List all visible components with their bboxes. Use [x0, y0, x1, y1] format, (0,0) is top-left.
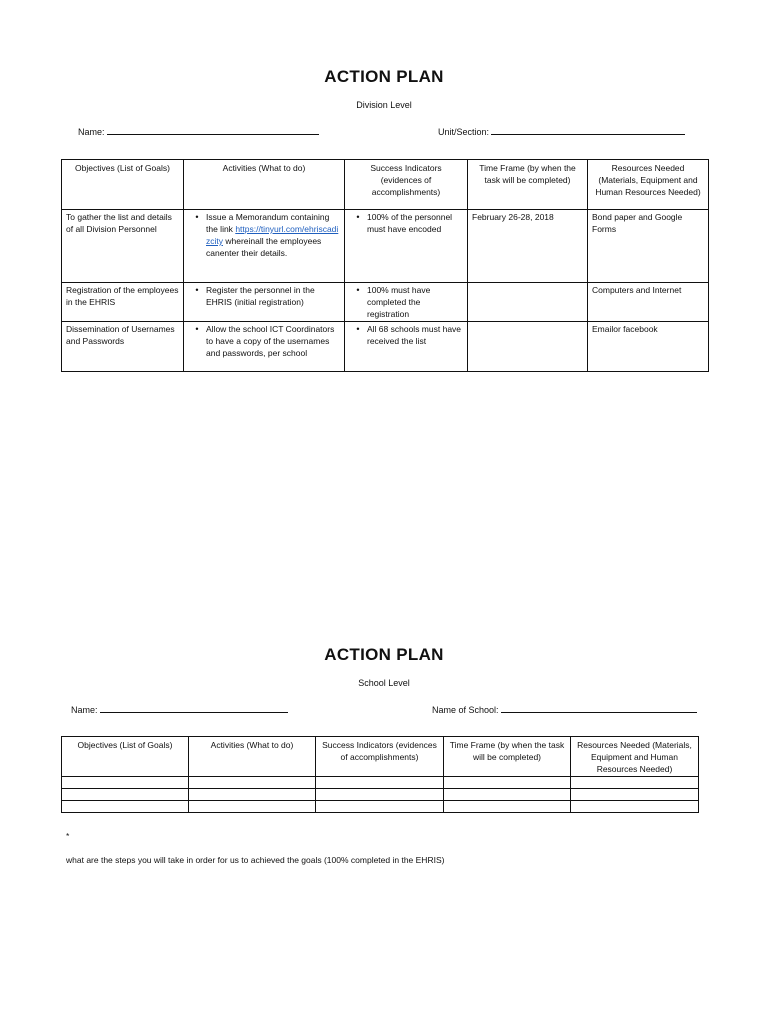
resources-cell: Computers and Internet: [588, 283, 709, 322]
blank-cell[interactable]: [571, 789, 699, 801]
header-objectives: Objectives (List of Goals): [62, 160, 184, 210]
school-subtitle: School Level: [358, 678, 410, 688]
school-name-of-school-field[interactable]: [432, 703, 697, 715]
blank-cell[interactable]: [444, 777, 571, 789]
division-unit-field[interactable]: [438, 125, 685, 137]
blank-cell[interactable]: [189, 789, 316, 801]
objective-cell: To gather the list and details of all Division Personnel: [62, 210, 184, 283]
activity-cell: [184, 283, 345, 322]
blank-cell[interactable]: [444, 801, 571, 813]
table-row: [62, 789, 699, 801]
activity-cell: [184, 210, 345, 283]
timeframe-cell: [468, 322, 588, 372]
activity-text: Issue a Memorandum containing the link: [206, 212, 330, 234]
header-activities: Activities (What to do): [184, 160, 345, 210]
objective-cell: Dissemination of Usernames and Passwords: [62, 322, 184, 372]
table-row: [62, 801, 699, 813]
objective-cell: Registration of the employees in the EHRIS: [62, 283, 184, 322]
header-resources: Resources Needed (Materials, Equipment and Human Resources Needed): [588, 160, 709, 210]
form-link[interactable]: https://tinyurl.com/ehriscadizcity: [206, 224, 339, 246]
division-title: ACTION PLAN: [324, 67, 444, 86]
bullet-icon: •: [356, 212, 360, 222]
closing-question: what are the steps you will take in order for us to achieved the goals (100% completed in the EHRIS): [66, 855, 445, 865]
name-label: Name:: [71, 705, 98, 715]
asterisk-marker: *: [66, 831, 70, 841]
table-row: [62, 322, 709, 372]
blank-cell[interactable]: [444, 789, 571, 801]
table-row: [62, 777, 699, 789]
blank-cell[interactable]: [62, 801, 189, 813]
indicator-cell: [345, 283, 468, 322]
bullet-icon: •: [195, 212, 199, 222]
header-time-frame: Time Frame (by when the task will be completed): [444, 737, 571, 777]
division-subtitle: Division Level: [356, 100, 412, 110]
school-header-row: [62, 737, 699, 777]
blank-cell[interactable]: [189, 777, 316, 789]
blank-cell[interactable]: [316, 801, 444, 813]
division-name-field[interactable]: [78, 125, 319, 137]
resources-cell: Emailor facebook: [588, 322, 709, 372]
indicator-cell: [345, 322, 468, 372]
activity-text-cont: whereinall the employees canenter their details.: [206, 236, 322, 258]
division-action-plan-table: [61, 159, 709, 372]
unit-section-blank-line[interactable]: [491, 125, 685, 135]
blank-cell[interactable]: [316, 777, 444, 789]
indicator-text: 100% must have completed the registration: [367, 285, 431, 319]
header-time-frame: Time Frame (by when the task will be completed): [468, 160, 588, 210]
blank-cell[interactable]: [189, 801, 316, 813]
division-header-row: [62, 160, 709, 210]
bullet-icon: •: [356, 324, 360, 334]
indicator-cell: [345, 210, 468, 283]
header-resources: Resources Needed (Materials, Equipment and Human Resources Needed): [571, 737, 699, 777]
school-title: ACTION PLAN: [324, 645, 444, 664]
indicator-text: 100% of the personnel must have encoded: [367, 212, 453, 234]
activity-cell: [184, 322, 345, 372]
timeframe-cell: February 26-28, 2018: [468, 210, 588, 283]
resources-cell: Bond paper and Google Forms: [588, 210, 709, 283]
header-objectives: Objectives (List of Goals): [62, 737, 189, 777]
activity-text: Register the personnel in the EHRIS (initial registration): [206, 285, 315, 307]
unit-section-label: Unit/Section:: [438, 127, 490, 137]
blank-cell[interactable]: [571, 801, 699, 813]
table-row: [62, 283, 709, 322]
blank-cell[interactable]: [571, 777, 699, 789]
name-label: Name:: [78, 127, 105, 137]
bullet-icon: •: [356, 285, 360, 295]
table-row: [62, 210, 709, 283]
blank-cell[interactable]: [316, 789, 444, 801]
name-of-school-blank-line[interactable]: [501, 703, 697, 713]
name-blank-line[interactable]: [107, 125, 319, 135]
activity-text: Allow the school ICT Coordinators to have a copy of the usernames and passwords, per school: [206, 324, 335, 358]
indicator-text: All 68 schools must have received the list: [367, 324, 462, 346]
school-action-plan-table: [61, 736, 699, 813]
bullet-icon: •: [195, 285, 199, 295]
bullet-icon: •: [195, 324, 199, 334]
header-success-indicators: Success Indicators (evidences of accomplishments): [316, 737, 444, 777]
header-activities: Activities (What to do): [189, 737, 316, 777]
blank-cell[interactable]: [62, 777, 189, 789]
name-of-school-label: Name of School:: [432, 705, 499, 715]
school-name-field[interactable]: [71, 703, 288, 715]
name-blank-line[interactable]: [100, 703, 288, 713]
blank-cell[interactable]: [62, 789, 189, 801]
header-success-indicators: Success Indicators (evidences of accomplishments): [345, 160, 468, 210]
timeframe-cell: [468, 283, 588, 322]
